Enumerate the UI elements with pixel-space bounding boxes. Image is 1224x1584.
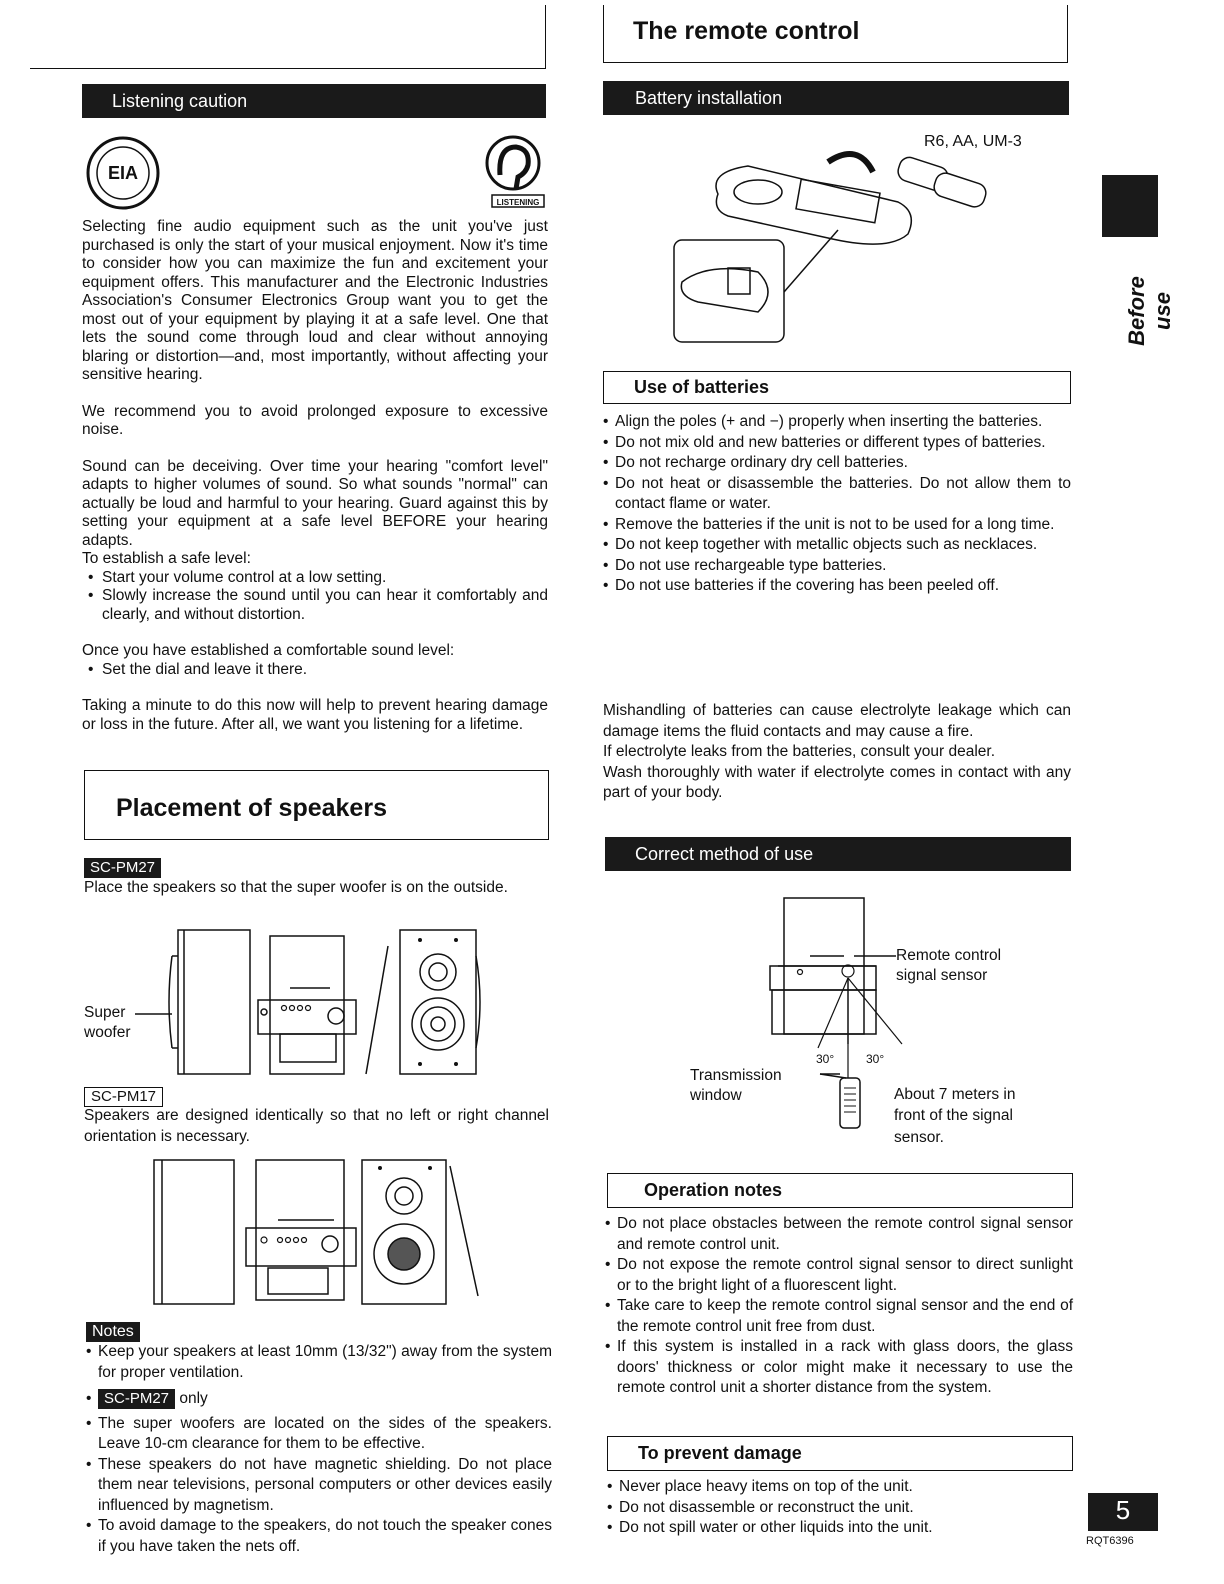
battery-item: • Do not keep together with metallic objects such as necklaces. <box>603 535 1071 556</box>
section-label: Before use <box>1124 276 1175 346</box>
note-only-label: only <box>179 1390 208 1407</box>
operation-note-item: • Take care to keep the remote control signal sensor and the end of the remote control unit free from dust. <box>605 1296 1073 1337</box>
svg-text:LISTENING: LISTENING <box>496 198 540 207</box>
note-item: • These speakers do not have magnetic shielding. Do not place them near televisions, personal computers or other devices easily influenced by magnetism. <box>86 1455 552 1517</box>
svg-text:EIA: EIA <box>107 163 139 183</box>
pm17-speakers-illustration <box>148 1156 488 1313</box>
listening-caution-bar: Listening caution <box>82 84 546 118</box>
once-item: • Set the dial and leave it there. <box>82 661 548 680</box>
battery-item: • Align the poles (+ and −) properly when inserting the batteries. <box>603 412 1071 433</box>
page-number: 5 <box>1115 1495 1131 1525</box>
note-item-pm27 <box>86 1389 552 1410</box>
listening-paragraph-2: We recommend you to avoid prolonged exposure to excessive noise. <box>82 402 548 438</box>
transmission-label-1: Transmission <box>690 1067 782 1084</box>
prevent-damage-item: • Never place heavy items on top of the unit. <box>607 1477 1073 1498</box>
note-item: • To avoid damage to the speakers, do not touch the speaker cones if you have taken the nets off. <box>86 1516 552 1557</box>
pm27-speakers-illustration <box>130 926 500 1083</box>
doc-code: RQT6396 <box>1086 1535 1134 1547</box>
battery-type: R6, AA, UM-3 <box>924 133 1022 150</box>
notes-tag: Notes <box>86 1322 140 1342</box>
section-tab-block <box>1102 175 1158 237</box>
prevent-damage-title: To prevent damage <box>607 1436 1073 1471</box>
sensor-label-2: signal sensor <box>896 967 988 984</box>
battery-item: • Do not heat or disassemble the batteries. Do not allow them to contact flame or water. <box>603 474 1071 515</box>
establish-item: • Slowly increase the sound until you can hear it comfortably and clearly, and without distortion. <box>82 587 548 624</box>
once-intro: Once you have established a comfortable sound level: <box>82 642 455 659</box>
note-item: • Keep your speakers at least 10mm (13/32") away from the system for proper ventilation. <box>86 1342 552 1383</box>
angle-left: 30° <box>816 1052 835 1066</box>
note-item-text: • The super woofers are located on the sides of the speakers. Leave 10-cm clearance for them to be effective. <box>86 1414 552 1455</box>
header-left-rule <box>30 68 546 69</box>
operation-note-item: • Do not expose the remote control signal sensor to direct sunlight or to the bright light of a fluorescent light. <box>605 1255 1073 1296</box>
battery-warning-3: Wash thoroughly with water if electrolyte comes in contact with any part of your body. <box>603 763 1071 801</box>
prevent-damage-item: • Do not disassemble or reconstruct the unit. <box>607 1498 1073 1519</box>
listening-closing: Taking a minute to do this now will help to prevent hearing damage or loss in the future. After all, we want you listening for a lifetime. <box>82 697 548 733</box>
sensor-label-1: Remote control <box>896 947 1002 964</box>
listening-paragraph-3: Sound can be deceiving. Over time your hearing "comfort level" adapts to higher volumes of sound. So what sounds "normal" can actually be loud and harmful to your hearing. Guard against this by setting your equipment at a safe level BEFORE your hearing adapts. <box>82 457 548 549</box>
eia-logo <box>85 135 161 216</box>
correct-method-bar: Correct method of use <box>605 837 1071 871</box>
operation-note-item: • Do not place obstacles between the remote control signal sensor and remote control unit. <box>605 1214 1073 1255</box>
super-woofer-label-2: woofer <box>84 1024 131 1041</box>
battery-item: • Do not recharge ordinary dry cell batteries. <box>603 453 1071 474</box>
distance-label-1: About 7 meters in <box>894 1086 1016 1103</box>
battery-item: • Remove the batteries if the unit is not to be used for a long time. <box>603 515 1071 536</box>
use-of-batteries-title: Use of batteries <box>603 371 1071 404</box>
transmission-label-2: window <box>690 1087 742 1104</box>
note-sc-pm27-tag: SC-PM27 <box>98 1389 175 1409</box>
battery-installation-bar: Battery installation <box>603 81 1069 115</box>
sc-pm17-tag: SC-PM17 <box>84 1087 163 1107</box>
listening-paragraph-1: Selecting fine audio equipment such as the unit you've just purchased is only the start of your musical enjoyment. Now it's time to consider how you can maximize the fun and excitement your equipment offers. This manufacturer and the Electronic Industries Association's Consumer Electronics Group want you to get the most out of your equipment by playing it at a safe level. One that lets the sound come through loud and clear without annoying blaring or distortion—and, most importantly, without affecting your sensitive hearing. <box>82 218 548 383</box>
prevent-damage-item: • Do not spill water or other liquids into the unit. <box>607 1518 1073 1539</box>
listening-logo <box>478 133 548 218</box>
operation-notes-title: Operation notes <box>607 1173 1073 1208</box>
sc-pm27-tag: SC-PM27 <box>84 858 161 878</box>
distance-label-3: sensor. <box>894 1129 944 1146</box>
operation-note-item: • If this system is installed in a rack with glass doors, the glass doors' thickness or color might make it necessary to use the remote control unit a shorter distance from the system. <box>605 1337 1073 1399</box>
pm17-text: Speakers are designed identically so that no left or right channel orientation is necessary. <box>84 1107 549 1145</box>
distance-label-2: front of the signal <box>894 1107 1013 1124</box>
header-left-vline <box>545 5 546 69</box>
battery-item: • Do not mix old and new batteries or different types of batteries. <box>603 433 1071 454</box>
battery-warning-1: Mishandling of batteries can cause electrolyte leakage which can damage items the fluid contacts and may cause a fire. <box>603 702 1071 740</box>
super-woofer-label-1: Super <box>84 1004 126 1021</box>
page-title: The remote control <box>633 17 860 45</box>
battery-warning-2: If electrolyte leaks from the batteries, consult your dealer. <box>603 743 995 760</box>
battery-illustration <box>668 142 1008 352</box>
battery-item: • Do not use batteries if the covering has been peeled off. <box>603 576 1071 597</box>
establish-item: • Start your volume control at a low setting. <box>82 569 548 588</box>
angle-right: 30° <box>866 1052 885 1066</box>
establish-intro: To establish a safe level: <box>82 550 251 567</box>
pm27-text: Place the speakers so that the super woofer is on the outside. <box>84 879 508 896</box>
battery-item: • Do not use rechargeable type batteries. <box>603 556 1071 577</box>
placement-title: Placement of speakers <box>116 794 387 822</box>
